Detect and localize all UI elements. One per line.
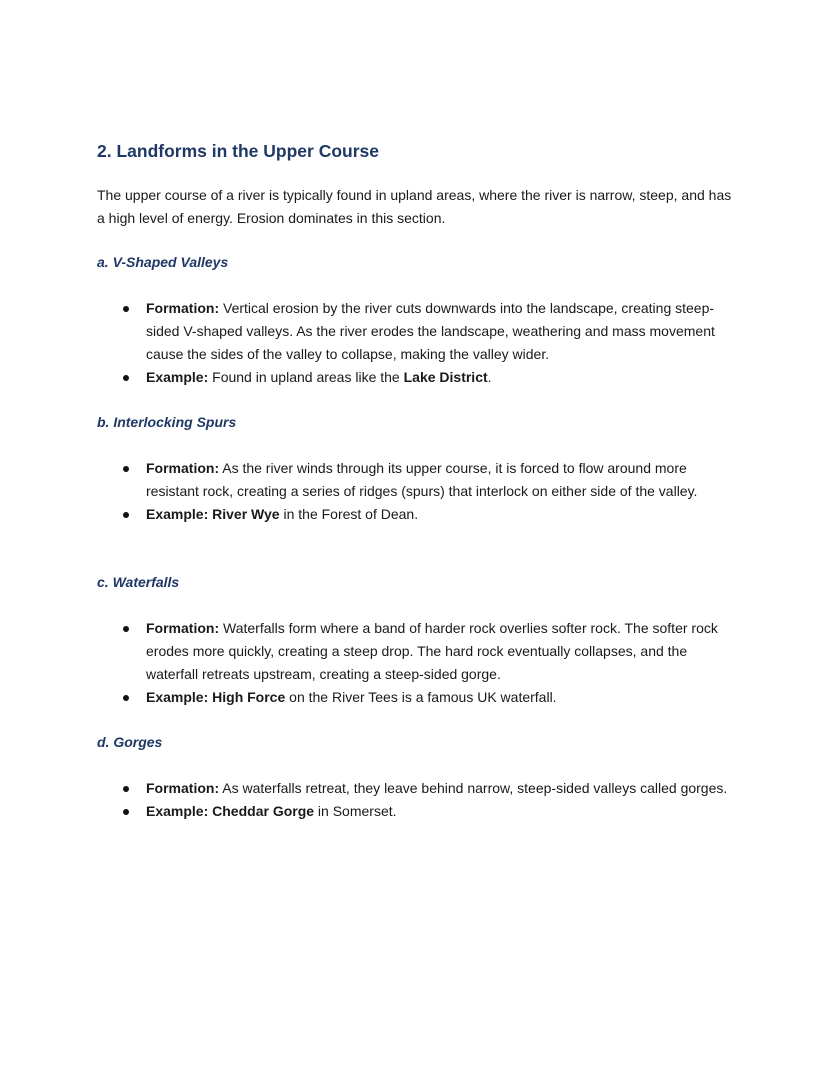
example-label: Example:: [146, 803, 209, 819]
formation-label: Formation:: [146, 300, 220, 316]
bullet-icon: [123, 512, 129, 518]
example-text-end: in Somerset.: [314, 803, 397, 819]
bullet-icon: [123, 375, 129, 381]
formation-text: As the river winds through its upper course, it is forced to flow around more resistant rock, creating a series of ridges (spurs) that interlock on either side of the valley.: [146, 460, 698, 499]
list-item-example: [97, 503, 737, 526]
list-item-example: [97, 366, 737, 389]
example-place: High Force: [212, 689, 286, 705]
subheading-waterfalls: c. Waterfalls: [97, 574, 180, 590]
example-text-end: in the Forest of Dean.: [279, 506, 419, 522]
list-item-example: [97, 686, 737, 709]
subheading-interlocking-spurs: b. Interlocking Spurs: [97, 414, 237, 430]
list-item-formation: [97, 297, 737, 366]
bullet-icon: [123, 466, 129, 472]
intro-paragraph: The upper course of a river is typically found in upland areas, where the river is narrow, steep, and has a high level of energy. Erosion dominates in this section.: [97, 187, 732, 226]
example-label: Example:: [146, 506, 209, 522]
bullet-icon: [123, 809, 129, 815]
example-text-end: on the River Tees is a famous UK waterfall.: [285, 689, 557, 705]
example-place: Cheddar Gorge: [212, 803, 315, 819]
waterfalls-list: [97, 617, 737, 709]
example-text-end: .: [487, 369, 492, 385]
formation-label: Formation:: [146, 620, 220, 636]
section-heading: 2. Landforms in the Upper Course: [97, 141, 379, 161]
subheading-v-shaped-valleys: a. V-Shaped Valleys: [97, 254, 229, 270]
formation-label: Formation:: [146, 780, 220, 796]
example-label: Example:: [146, 369, 209, 385]
bullet-icon: [123, 786, 129, 792]
formation-text: Waterfalls form where a band of harder rock overlies softer rock. The softer rock erodes more quickly, creating a steep drop. The hard rock eventually collapses, and the waterfall retreats upstream, creating a steep-sided gorge.: [146, 620, 718, 682]
example-place: Lake District: [403, 369, 488, 385]
bullet-icon: [123, 695, 129, 701]
example-label: Example:: [146, 689, 209, 705]
example-place: River Wye: [212, 506, 280, 522]
list-item-formation: [97, 457, 737, 503]
bullet-icon: [123, 306, 129, 312]
formation-text: Vertical erosion by the river cuts downwards into the landscape, creating steep-sided V-shaped valleys. As the river erodes the landscape, weathering and mass movement cause the sides of the valley to collapse, making the valley wider.: [146, 300, 715, 362]
v-shaped-valleys-list: [97, 297, 737, 389]
formation-text: As waterfalls retreat, they leave behind narrow, steep-sided valleys called gorges.: [219, 780, 728, 796]
example-text: Found in upland areas like the: [208, 369, 404, 385]
bullet-icon: [123, 626, 129, 632]
interlocking-spurs-list: [97, 457, 737, 526]
list-item-formation: [97, 777, 737, 800]
subheading-gorges: d. Gorges: [97, 734, 163, 750]
formation-label: Formation:: [146, 460, 220, 476]
list-item-example: [97, 800, 737, 823]
gorges-list: [97, 777, 737, 823]
list-item-formation: [97, 617, 737, 686]
